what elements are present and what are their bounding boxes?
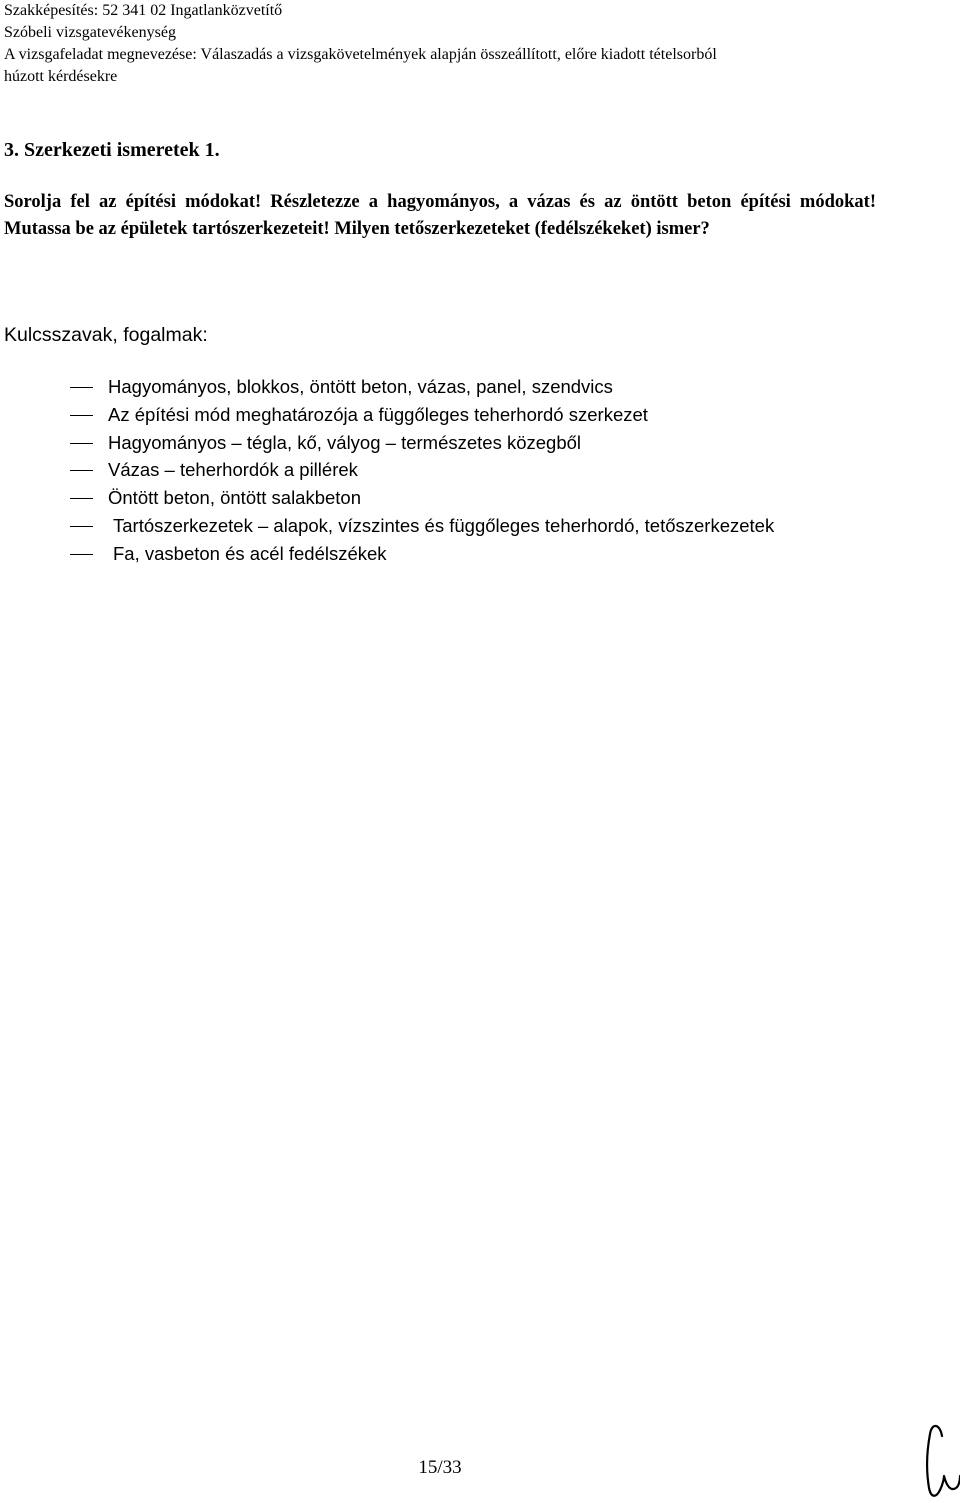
list-item: [70, 429, 774, 457]
list-item-text: Öntött beton, öntött salakbeton: [108, 487, 362, 509]
section-title: 3. Szerkezeti ismeretek 1.: [4, 139, 220, 161]
list-item: [70, 484, 774, 512]
dash-bullet: [70, 526, 93, 527]
list-item-text: Vázas – teherhordók a pillérek: [108, 459, 358, 481]
list-item-text: Hagyományos, blokkos, öntött beton, vázas, panel, szendvics: [108, 376, 613, 397]
dash-bullet: [70, 443, 93, 444]
header-task-name-cont: húzott kérdésekre: [4, 68, 118, 85]
dash-bullet: [70, 554, 93, 555]
dash-bullet: [70, 470, 93, 471]
list-item: [70, 512, 774, 540]
dash-bullet: [70, 415, 93, 416]
signature-mark: [920, 1418, 960, 1500]
keywords-title: Kulcsszavak, fogalmak:: [4, 324, 208, 346]
header-task-name: A vizsgafeladat megnevezése: Válaszadás a vizsgakövetelmények alapján összeállított, előre kiadott tételsorból: [4, 46, 717, 63]
page-number: 15/33: [418, 1457, 462, 1478]
header-qualification: Szakképesítés: 52 341 02 Ingatlanközvetítő: [4, 2, 283, 19]
header-exam-activity: Szóbeli vizsgatevékenység: [4, 24, 176, 41]
list-item-text: Tartószerkezetek – alapok, vízszintes és függőleges teherhordó, tetőszerkezetek: [113, 514, 775, 536]
list-item-text: Fa, vasbeton és acél fedélszékek: [113, 542, 387, 564]
list-item: [70, 401, 774, 429]
dash-bullet: [70, 498, 93, 499]
dash-bullet: [70, 387, 93, 388]
list-item-text: Az építési mód meghatározója a függőleges teherhordó szerkezet: [108, 403, 648, 425]
keywords-list: [70, 373, 774, 568]
list-item-text: Hagyományos – tégla, kő, vályog – természetes közegből: [108, 431, 582, 453]
list-item: [70, 456, 774, 484]
question-text: Sorolja fel az építési módokat! Részletezze a hagyományos, a vázas és az öntött beton építési módokat! Mutassa be az épületek tartószerkezeteit! Milyen tetőszerkezeteket (fedélszékeket) ismer?: [4, 192, 876, 239]
list-item: [70, 540, 774, 568]
list-item: [70, 373, 774, 401]
document-header: [4, 0, 954, 88]
